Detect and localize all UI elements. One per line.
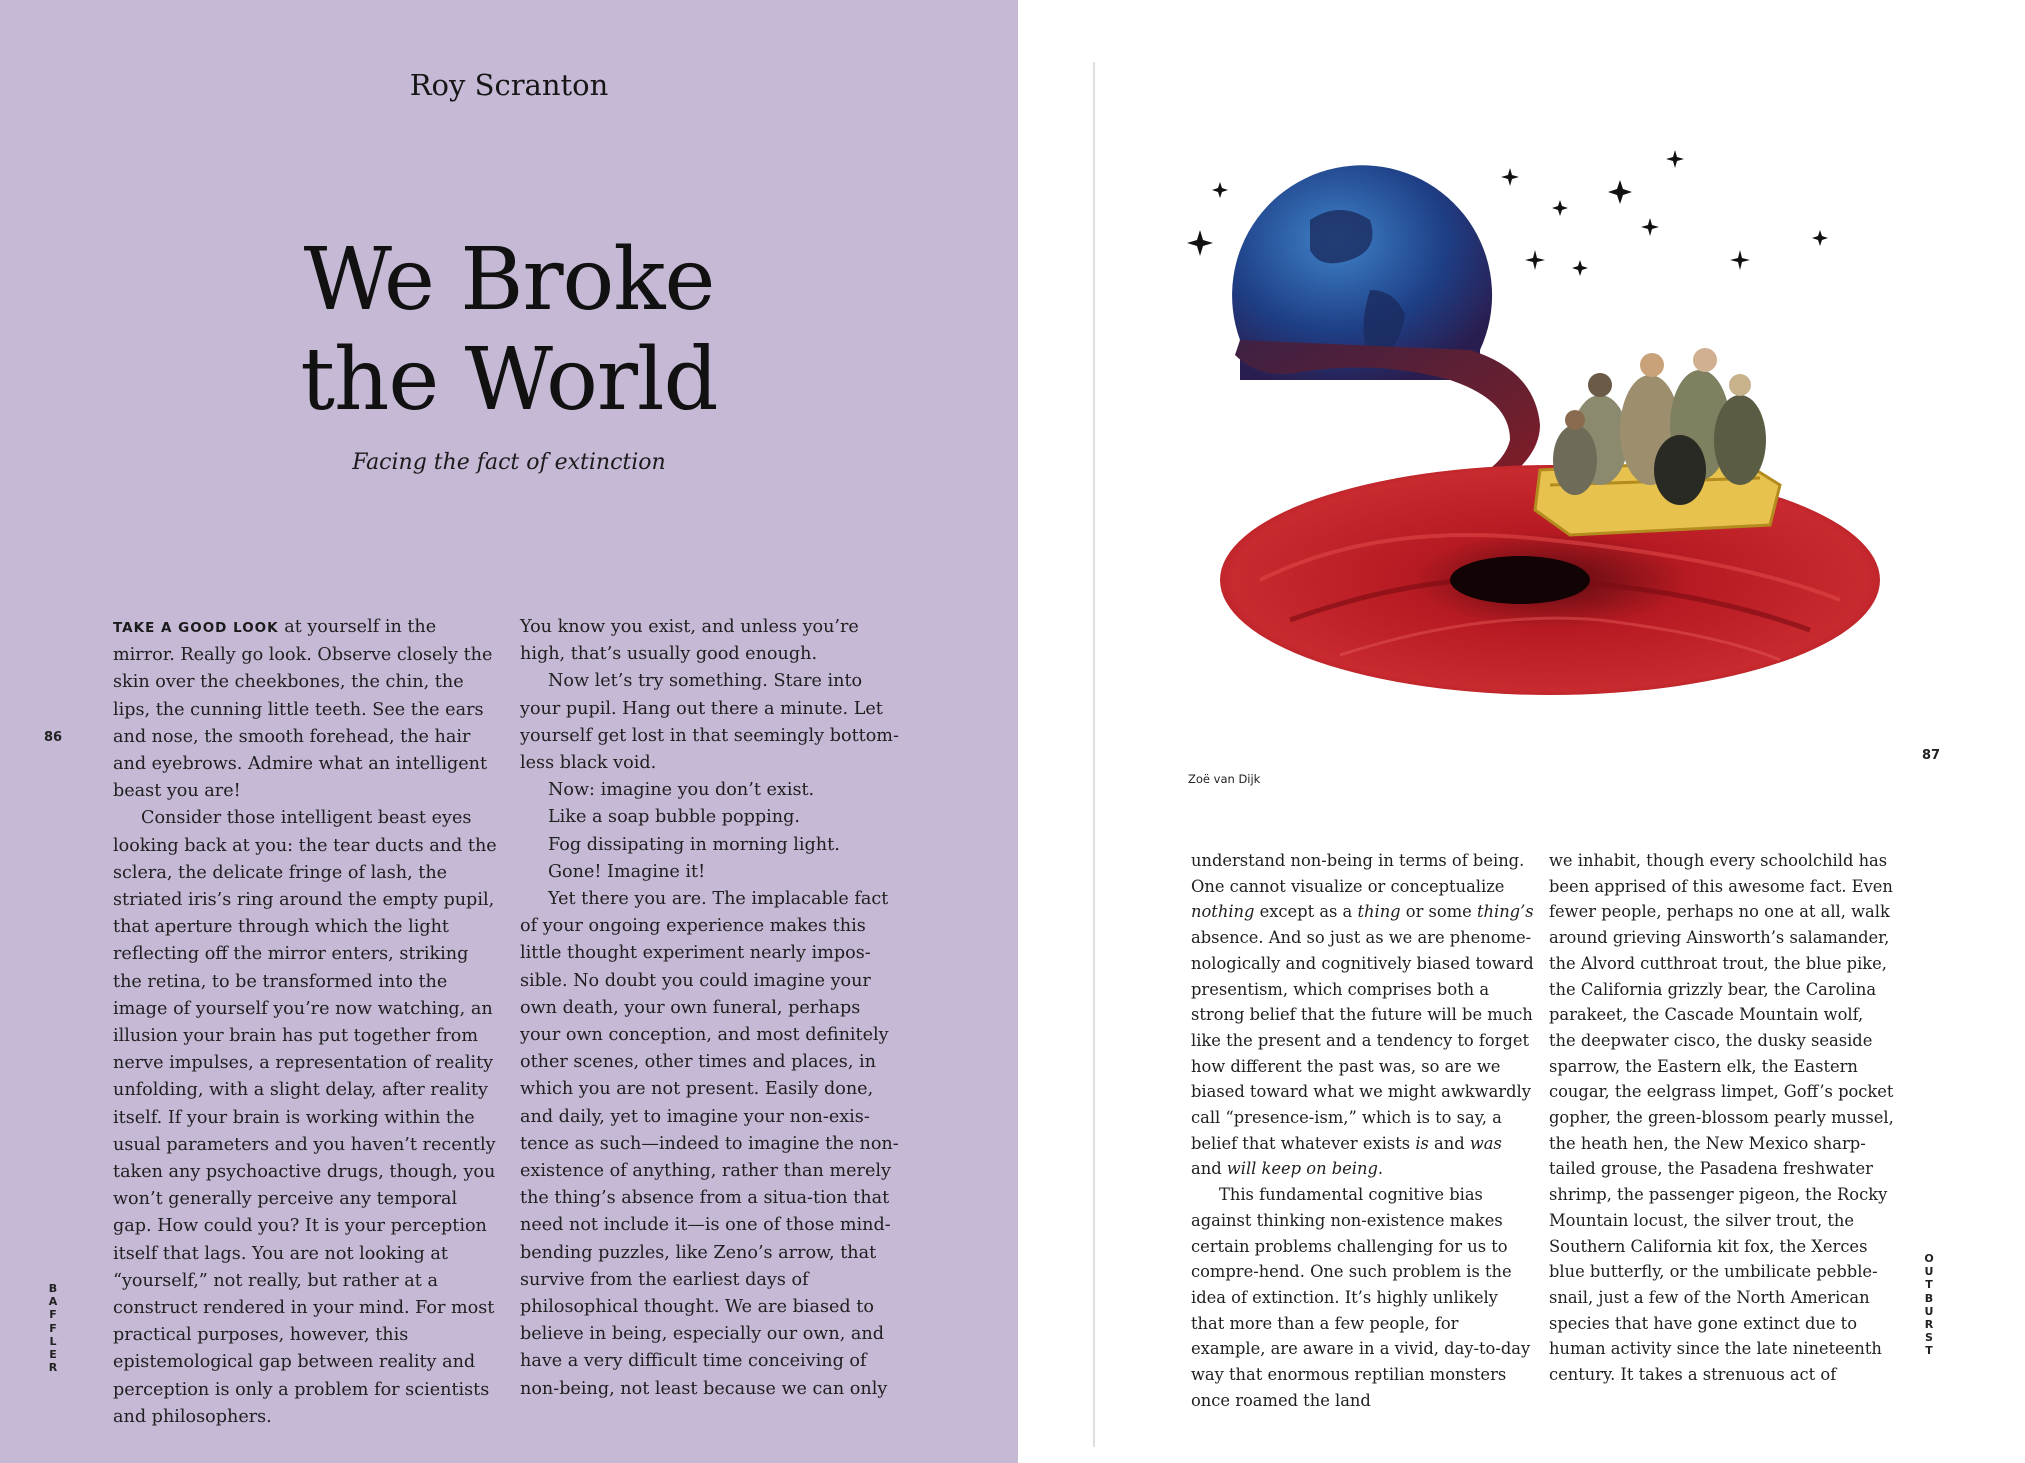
lead-in: TAKE A GOOD LOOK — [113, 620, 279, 636]
paragraph: Fog dissipating in morning light. — [548, 834, 840, 855]
article-title — [0, 230, 1018, 430]
text-run: . — [1377, 1159, 1384, 1179]
emphasis: nothing — [1191, 902, 1255, 922]
text-run: and — [1428, 1133, 1470, 1153]
body-column-3 — [1191, 848, 1536, 1413]
page-number-left: 86 — [44, 730, 63, 745]
paragraph: Now: imagine you don’t exist. — [548, 780, 815, 801]
emphasis: is — [1415, 1133, 1429, 1153]
emphasis: thing — [1357, 902, 1401, 922]
emphasis: was — [1469, 1133, 1502, 1153]
paragraph — [1191, 848, 1536, 1182]
text-run: except as a — [1254, 902, 1358, 922]
author-byline: Roy Scranton — [409, 68, 609, 102]
emphasis: thing’s — [1476, 902, 1534, 922]
article-dek: Facing the fact of extinction — [352, 450, 666, 475]
illustration-earth-raft — [1180, 140, 1880, 700]
body-column-2 — [520, 614, 905, 1403]
text-run: or some — [1400, 902, 1477, 922]
body-column-4 — [1549, 848, 1894, 1388]
text-run: and — [1191, 1159, 1227, 1179]
gutter-rule — [1093, 62, 1095, 1447]
emphasis: will keep on being — [1226, 1159, 1378, 1179]
paragraph — [113, 614, 498, 805]
paragraph-text: at yourself in the mirror. Really go look. Observe closely the skin over the cheekbones, the chin, the lips, the cunning little teeth. See the ears and nose, the smooth forehead, the hair and eyebrows. Admire what an intelligent beast you are! — [113, 617, 493, 802]
paragraph: Gone! Imagine it! — [548, 861, 706, 882]
section-name-vertical: OUTBURST — [1924, 1252, 1934, 1358]
paragraph: we inhabit, though every schoolchild has been apprised of this awesome fact. Even fewer people, perhaps no one at all, walk around grieving Ainsworth’s salamander, the Alvord cutthroat trout, the blue pike, the California grizzly bear, the Carolina parakeet, the Cascade Mountain wolf, the deepwater cisco, the dusky seaside sparrow, the Eastern elk, the Eastern cougar, the eelgrass limpet, Goff’s pocket gopher, the green-blossom pearly mussel, the heath hen, the New Mexico sharp-tailed grouse, the Pasadena freshwater shrimp, the passenger pigeon, the Rocky Mountain locust, the silver trout, the Southern California kit fox, the Xerces blue butterfly, or the umbilicate pebble-snail, just a few of the North American species that have gone extinct due to human activity since the late nineteenth century. It takes a strenuous act of — [1549, 851, 1894, 1385]
people-on-raft — [1553, 348, 1766, 505]
title-line-1: We Broke — [303, 230, 715, 330]
title-line-2: the World — [300, 330, 718, 430]
text-run: absence. And so just as we are phenome-nologically and cognitively biased toward presentism, which comprises both a strong belief that the future will be much like the present and a tendency to forget how different the past was, so are we biased toward what we might awkwardly call “presence-ism,” which is to say, a belief that whatever exists — [1191, 928, 1534, 1153]
paragraph: This fundamental cognitive bias against thinking non-existence makes certain problems challenging for us to compre-hend. One such problem is the idea of extinction. It’s highly unlikely that more than a few people, for example, are aware in a vivid, day-to-day way that enormous reptilian monsters once roamed the land — [1191, 1185, 1531, 1410]
paragraph: Now let’s try something. Stare into your pupil. Hang out there a minute. Let yourself get lost in that seemingly bottom-less black void. — [520, 671, 899, 774]
text-run: understand non-being in terms of being. One cannot visualize or conceptualize — [1191, 851, 1525, 896]
page-number-right: 87 — [1922, 748, 1941, 763]
body-column-1 — [113, 614, 498, 1431]
illustration-credit: Zoë van Dijk — [1188, 772, 1261, 786]
paragraph: Consider those intelligent beast eyes looking back at you: the tear ducts and the sclera, the delicate fringe of lash, the striated iris’s ring around the empty pupil, that aperture through which the light reflecting off the mirror enters, striking the retina, to be transformed into the image of yourself you’re now watching, an illusion your brain has put together from nerve impulses, a representation of reality unfolding, with a slight delay, after reality itself. If your brain is working within the usual parameters and you haven’t recently taken any psychoactive drugs, though, you won’t generally perceive any temporal gap. How could you? It is your perception itself that lags. You are not looking at “yourself,” not really, but rather at a construct rendered in your mind. For most practical purposes, however, this epistemological gap between reality and perception is only a problem for scientists and philosophers. — [113, 808, 497, 1427]
black-hole — [1450, 556, 1590, 604]
paragraph: Yet there you are. The implacable fact of your ongoing experience makes this little thought experiment nearly impos-sible. No doubt you could imagine your own death, your own funeral, perhaps your own conception, and most definitely other scenes, other times and places, in which you are not present. Easily done, and daily, yet to imagine your non-exis-tence as such—indeed to imagine the non-existence of anything, rather than merely the thing’s absence from a situa-tion that need not include it—is one of those mind-bending puzzles, like Zeno’s arrow, that survive from the earliest days of philosophical thought. We are biased to believe in being, especially our own, and have a very difficult time conceiving of non-being, not least because we can only — [520, 889, 899, 1399]
magazine-name-vertical: BAFFLER — [48, 1282, 58, 1375]
paragraph: Like a soap bubble popping. — [548, 807, 800, 828]
paragraph: You know you exist, and unless you’re high, that’s usually good enough. — [520, 617, 859, 665]
